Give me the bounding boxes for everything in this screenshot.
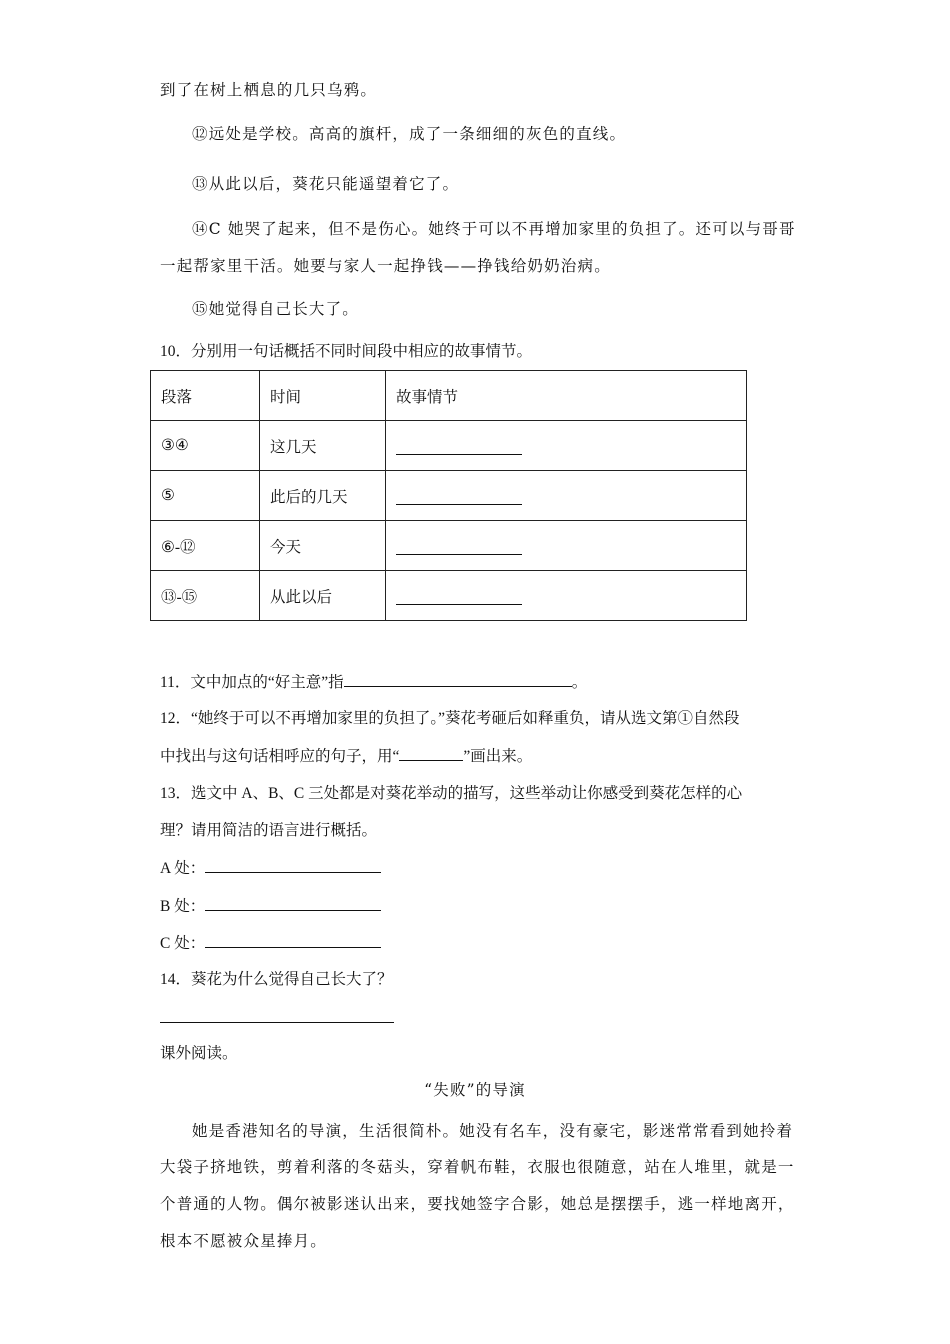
- plot-summary-table: [150, 370, 747, 621]
- question-11-suffix: 。: [571, 674, 588, 691]
- question-13-line-2: 理？请用简洁的语言进行概括。: [160, 822, 378, 839]
- table-row: [151, 471, 747, 521]
- row-paragraph: ③④: [151, 421, 260, 471]
- row-time: 从此以后: [260, 571, 386, 621]
- row-time: 这几天: [260, 421, 386, 471]
- article-title: “失败”的导演: [424, 1081, 526, 1099]
- row-plot-answer[interactable]: [386, 521, 747, 571]
- header-time: 时间: [260, 371, 386, 421]
- article-line-2: 大袋子挤地铁，剪着利落的冬菇头，穿着帆布鞋，衣服也很随意，站在人堆里，就是一: [160, 1158, 795, 1176]
- question-12-suffix: ”画出来。: [463, 748, 533, 765]
- answer-a-blank[interactable]: [205, 858, 381, 873]
- question-11: [160, 672, 587, 693]
- question-14: 14．葵花为什么觉得自己长大了？: [160, 971, 393, 988]
- story-line-0: 到了在树上栖息的几只乌鸦。: [160, 81, 378, 99]
- table-row: [151, 521, 747, 571]
- underline-sample: [399, 746, 463, 761]
- table-header-row: [151, 371, 747, 421]
- answer-a: [160, 858, 381, 879]
- row-paragraph: ⑤: [151, 471, 260, 521]
- question-13-line-1: 13．选文中 A、B、C 三处都是对葵花举动的描写，这些举动让你感受到葵花怎样的心: [160, 785, 743, 802]
- question-12-line-1: 12．“她终于可以不再增加家里的负担了。”葵花考砸后如释重负，请从选文第①自然段: [160, 710, 740, 727]
- answer-c-label: C 处：: [160, 935, 206, 952]
- row-paragraph: ⑥-⑫: [151, 521, 260, 571]
- answer-b-blank[interactable]: [205, 896, 381, 911]
- row-plot-answer[interactable]: [386, 471, 747, 521]
- table-row: [151, 421, 747, 471]
- article-line-1: 她是香港知名的导演，生活很简朴。她没有名车，没有豪宅，影迷常常看到她拎着: [192, 1122, 794, 1140]
- table-row: [151, 571, 747, 621]
- header-paragraph: 段落: [151, 371, 260, 421]
- answer-blank[interactable]: [396, 538, 522, 555]
- story-paragraph-14-line-1: ⑭C 她哭了起来，但不是伤心。她终于可以不再增加家里的负担了。还可以与哥哥: [192, 220, 796, 238]
- answer-c: [160, 933, 381, 954]
- answer-b: [160, 896, 381, 917]
- story-paragraph-15: ⑮她觉得自己长大了。: [192, 300, 360, 318]
- article-line-3: 个普通的人物。偶尔被影迷认出来，要找她签字合影，她总是摆摆手，逃一样地离开，: [160, 1195, 795, 1213]
- answer-c-blank[interactable]: [205, 933, 381, 948]
- question-12-line-2: [160, 746, 532, 767]
- story-paragraph-14-line-2: 一起帮家里干活。她要与家人一起挣钱——挣钱给奶奶治病。: [160, 257, 611, 275]
- answer-b-label: B 处：: [160, 898, 206, 915]
- row-plot-answer[interactable]: [386, 421, 747, 471]
- row-plot-answer[interactable]: [386, 571, 747, 621]
- story-paragraph-13: ⑬从此以后，葵花只能遥望着它了。: [192, 175, 460, 193]
- row-time: 今天: [260, 521, 386, 571]
- question-10: 10．分别用一句话概括不同时间段中相应的故事情节。: [160, 343, 533, 360]
- row-paragraph: ⑬-⑮: [151, 571, 260, 621]
- row-time: 此后的几天: [260, 471, 386, 521]
- extra-reading-label: 课外阅读。: [160, 1045, 238, 1062]
- story-paragraph-12: ⑫远处是学校。高高的旗杆，成了一条细细的灰色的直线。: [192, 125, 627, 143]
- answer-blank[interactable]: [396, 488, 522, 505]
- header-plot: 故事情节: [386, 371, 747, 421]
- answer-a-label: A 处：: [160, 860, 206, 877]
- answer-blank[interactable]: [344, 672, 572, 687]
- question-11-text: 11．文中加点的“好主意”指: [160, 674, 344, 691]
- question-12-text: 中找出与这句话相呼应的句子，用“: [160, 748, 400, 765]
- answer-blank[interactable]: [396, 588, 522, 605]
- question-14-answer-blank[interactable]: [160, 1022, 394, 1023]
- article-line-4: 根本不愿被众星捧月。: [160, 1232, 328, 1250]
- answer-blank[interactable]: [396, 438, 522, 455]
